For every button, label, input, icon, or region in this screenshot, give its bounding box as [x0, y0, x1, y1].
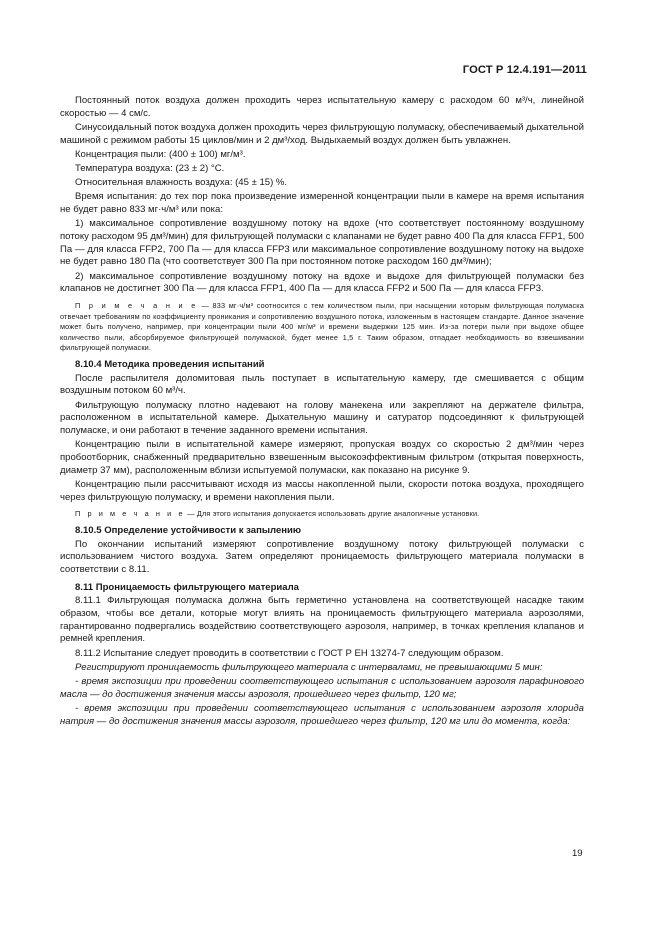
note-label: П р и м е ч а н и е	[75, 301, 198, 311]
paragraph: Постоянный поток воздуха должен проходить через испытательную камеру с расходом 60 м³/ч, линейной скоростью — 4 см/с.	[60, 95, 584, 119]
paragraph: Температура воздуха: (23 ± 2) °С.	[75, 163, 225, 175]
note-text: — 833 мг·ч/м³ соотносится с тем количеством пыли, при насыщении которым фильтрующая полумаска отвечает требованиям по коэффициенту проникания и сопротивлению воздушного потока, изложенным в настоящем стандарте. Данное значение может быть получено, например, при концентрации пыли 400 мг/м³ и времени выдержки 125 мин. Из-за потери пыли при выдохе общее количество пыли, абсорбируемое фильтрующей полумаской, будет менее 1,5 г. Таким образом, отпадает необходимость во взвешивании фильтрующей полумаски.	[60, 301, 584, 353]
note	[60, 509, 584, 520]
paragraph: По окончании испытаний измеряют сопротивление воздушному потоку фильтрующей полумаски с использованием чистого воздуха. Затем определяют проницаемость фильтрующего материала полумаски в соответствии с 8.11.	[60, 538, 584, 575]
section-heading: 8.10.5 Определение устойчивости к запылению	[75, 524, 302, 536]
paragraph: Относительная влажность воздуха: (45 ± 15) %.	[75, 177, 288, 189]
paragraph: Концентрацию пыли в испытательной камере измеряют, пропуская воздух со скоростью 2 дм³/мин через пробоотборник, снабженный предварительно взвешенным высокоэффективным фильтром (открытая поверхность, диаметр 37 мм), расположенным вблизи испытуемой полумаски, как показано на рисунке 9.	[60, 439, 584, 476]
page-number: 19	[572, 848, 583, 859]
list-item: 2) максимальное сопротивление воздушному потоку на вдохе и выдохе для фильтрующей полумаски без клапанов не достигнет 300 Па — для класса FFP1, 400 Па — для класса FFP2 и 500 Па — для класса FFP3.	[60, 270, 584, 295]
list-item: 1) максимальное сопротивление воздушному потоку на вдохе (что соответствует постоянному воздушному потоку расходом 95 дм³/мин) для фильтрующей полумаски с клапанами не будет равно 400 Па для класса FFP1, 500 Па — для класса FFP2, 700 Па — для класса FFP3 или максимальное сопротивление воздушному потоку на выдохе не будет равно 180 Па (что соответствует 300 Па при постоянном потоке расходом 160 дм³/мин);	[60, 218, 584, 268]
document-code-header: ГОСТ Р 12.4.191—2011	[462, 64, 587, 76]
paragraph: Концентрация пыли: (400 ± 100) мг/м³.	[75, 148, 246, 160]
paragraph: Концентрацию пыли рассчитывают исходя из массы накопленной пыли, скорости потока воздуха, проходящего через фильтрующую полумаску, и времени накопления пыли.	[60, 478, 584, 503]
paragraph: 8.11.2 Испытание следует проводить в соответствии с ГОСТ Р ЕН 13274-7 следующим образом.	[75, 647, 504, 659]
paragraph: После распылителя доломитовая пыль поступает в испытательную камеру, где смешивается с общим воздушным потоком 60 м³/ч.	[60, 372, 584, 397]
note	[60, 301, 584, 354]
section-heading: 8.10.4 Методика проведения испытаний	[75, 359, 265, 371]
note-label: П р и м е ч а н и е	[75, 509, 186, 519]
list-item: - время экспозиции при проведении соответствующего испытания с использованием аэрозоля парафинового масла — до достижения значения массы аэрозоля, прошедшего через фильтр, 120 мг;	[60, 676, 584, 700]
paragraph: Синусоидальный поток воздуха должен проходить через фильтрующую полумаску, обеспечиваемый дыхательной машиной с режимом работы 15 циклов/мин и 2 дм³/ход. Выдыхаемый воздух должен быть увлажнен.	[60, 121, 584, 146]
section-heading: 8.11 Проницаемость фильтрующего материала	[75, 581, 299, 593]
list-item: - время экспозиции при проведении соответствующего испытания с использованием аэрозоля хлорида натрия — до достижения значения массы аэрозоля, прошедшего через фильтр, 120 мг или до момента, когда:	[60, 702, 584, 727]
paragraph: Время испытания: до тех пор пока произведение измеренной концентрации пыли в камере на время испытания не будет равно 833 мг·ч/м³ или пока:	[60, 191, 584, 216]
page-content	[60, 95, 584, 728]
paragraph: Регистрируют проницаемость фильтрующего материала с интервалами, не превышающими 5 мин:	[75, 661, 543, 673]
note-text: — Для этого испытания допускается использовать другие аналогичные установки.	[185, 509, 480, 519]
paragraph: 8.11.1 Фильтрующая полумаска должна быть герметично установлена на соответствующей насадке таким образом, чтобы все детали, которые могут влиять на проницаемость фильтрующего материала аэрозолями, гарантированно подвергались воздействию соответствующего аэрозоля, например, в точках крепления клапанов и ремней крепления.	[60, 595, 584, 645]
paragraph: Фильтрующую полумаску плотно надевают на голову манекена или закрепляют на держателе фильтра, расположенном в испытательной камере. Дыхательную машину и сатуратор подсоединяют к фильтрующей полумаске, и они работают в течение заданного времени испытания.	[60, 399, 584, 437]
